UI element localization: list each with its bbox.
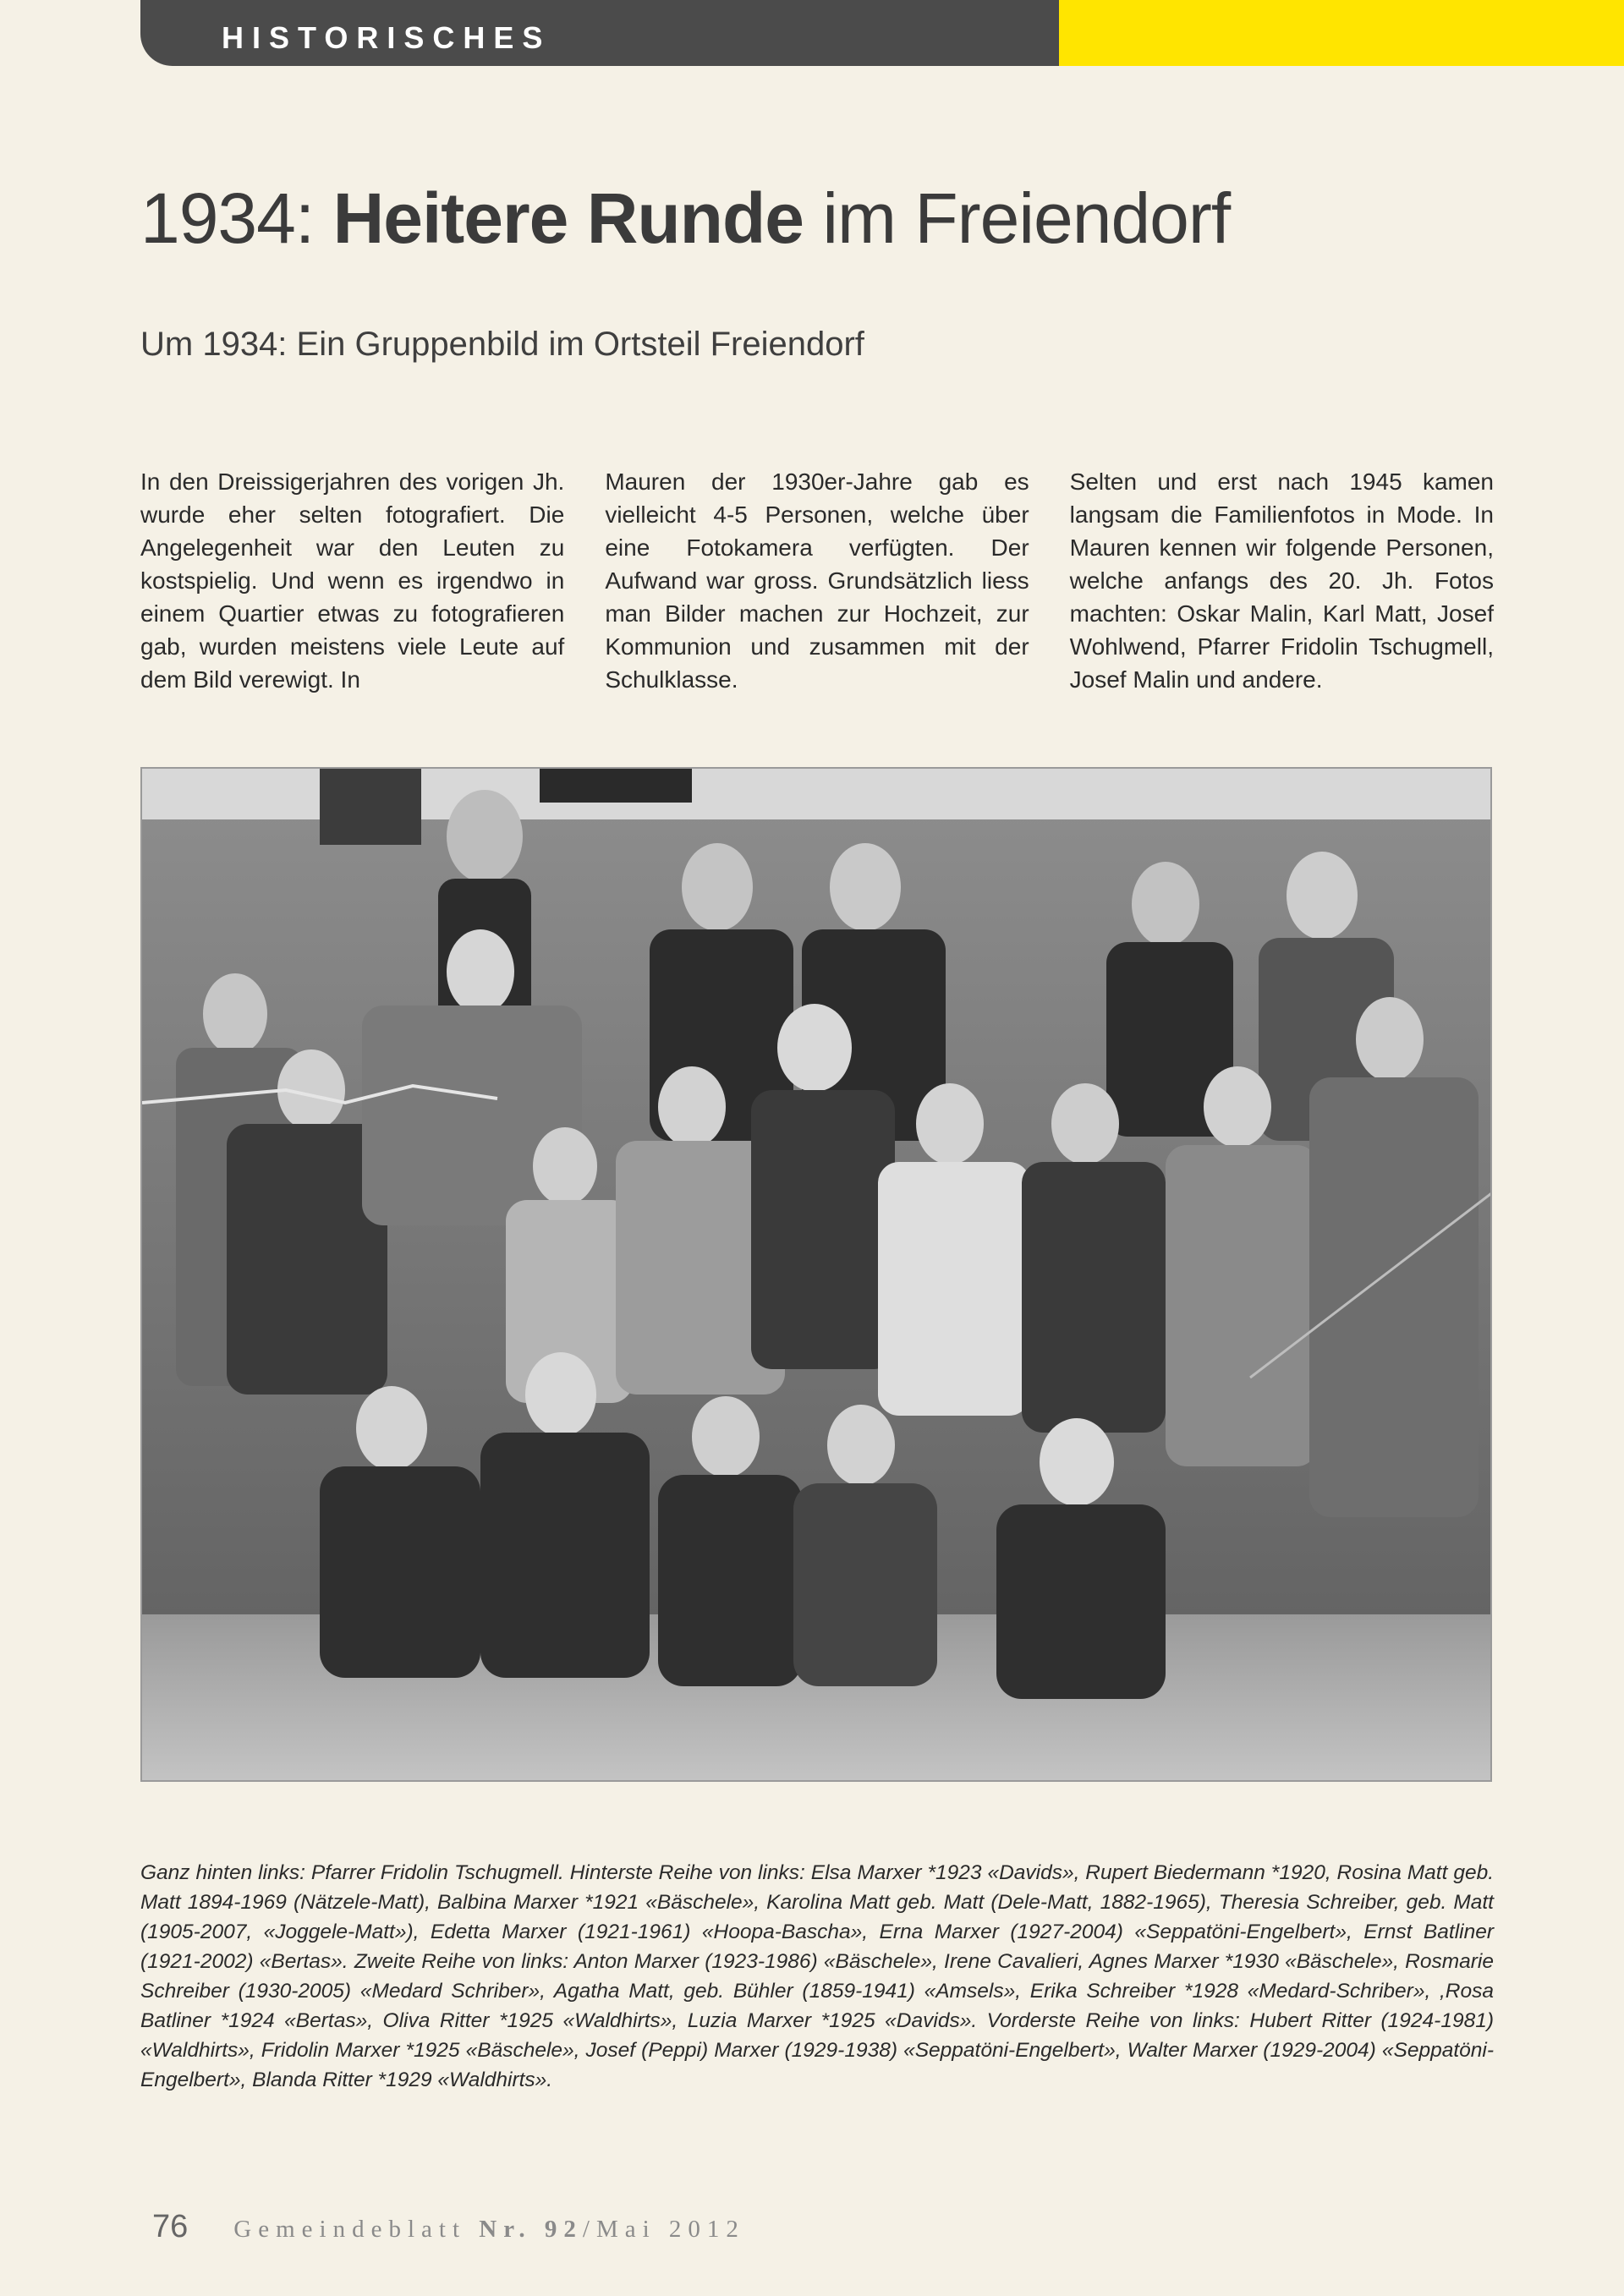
- group-photo: [140, 767, 1492, 1782]
- page-footer: [152, 2209, 745, 2245]
- article-title: [140, 178, 1230, 260]
- issue-number: 92: [544, 2216, 583, 2243]
- article-body: [140, 465, 1494, 696]
- body-column-2: Mauren der 1930er-Jahre gab es vielleicht 4-5 Personen, welche über eine Fotokamera verfügten. Der Aufwand war gross. Grundsätzlich liess man Bilder machen zur Hochzeit, zur Kommunion und zusammen mit der Schulklasse.: [605, 469, 1029, 693]
- group-photo-illustration: [142, 769, 1492, 1782]
- photo-caption: Ganz hinten links: Pfarrer Fridolin Tschugmell. Hinterste Reihe von links: Elsa Marxer *1923 «Davids», Rupert Biedermann *1920, Rosina Matt geb. Matt 1894-1969 (Nätzele-Matt), Balbina Marxer *1921 «Bäschele», Karolina Matt geb. Matt (Dele-Matt, 1882-1965), Theresia Schreiber, geb. Matt (1905-2007, «Joggele-Matt»), Edetta Marxer (1921-1961) «Hoopa-Bascha», Erna Marxer (1927-2004) «Seppatöni-Engelbert», Ernst Batliner (1921-2002) «Bertas». Zweite Reihe von links: Anton Marxer (1923-1986) «Bäschele», Irene Cavalieri, Agnes Marxer *1930 «Bäschele», Rosmarie Schreiber (1930-2005) «Medard Schriber», Agatha Matt, geb. Bühler (1859-1941) «Amsels», Erika Schreiber *1928 «Medard-Schriber», ,Rosa Batliner *1924 «Bertas», Oliva Ritter *1925 «Waldhirts», Luzia Marxer *1925 «Davids». Vorderste Reihe von links: Hubert Ritter (1924-1981) «Waldhirts», Fridolin Marxer *1925 «Bäschele», Josef (Peppi) Marxer (1929-1938) «Seppatöni-Engelbert», Walter Marxer (1929-2004) «Seppatöni-Engelbert», Blanda Ritter *1929 «Waldhirts».: [140, 1861, 1494, 2091]
- nr-label: Nr.: [479, 2216, 532, 2243]
- page-number: 76: [152, 2209, 189, 2244]
- header-accent-bar: [1059, 0, 1624, 66]
- article-subtitle: Um 1934: Ein Gruppenbild im Ortsteil Freiendorf: [140, 326, 864, 363]
- title-year: 1934:: [140, 178, 315, 258]
- issue-info: [233, 2216, 745, 2244]
- title-rest: im Freiendorf: [822, 178, 1231, 258]
- body-column-1: In den Dreissigerjahren des vorigen Jh. wurde eher selten fotografiert. Die Angelegenheit war den Leuten zu kostspielig. Und wenn es irgendwo in einem Quartier etwas zu fotografieren gab, wurden meistens viele Leute auf dem Bild verewigt. In: [140, 469, 565, 693]
- issue-date: /Mai 2012: [582, 2216, 745, 2243]
- title-bold: Heitere Runde: [332, 178, 804, 258]
- publication-name: Gemeindeblatt: [233, 2216, 466, 2243]
- section-label: HISTORISCHES: [222, 20, 551, 55]
- body-column-3: Selten und erst nach 1945 kamen langsam die Familienfotos in Mode. In Mauren kennen wir folgende Personen, welche anfangs des 20. Jh. Fotos machten: Oskar Malin, Karl Matt, Josef Wohlwend, Pfarrer Fridolin Tschugmell, Josef Malin und andere.: [1069, 469, 1494, 693]
